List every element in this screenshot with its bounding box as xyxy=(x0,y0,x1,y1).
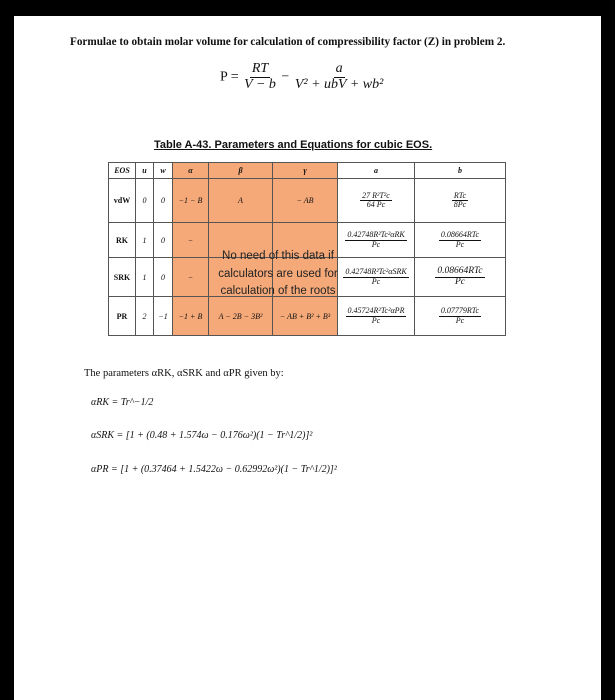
page-heading: Formulae to obtain molar volume for calculation of compressibility factor (Z) in problem 2. xyxy=(70,36,506,48)
highlight-note: No need of this data if calculators are used for calculation of the roots xyxy=(218,250,338,297)
header-eos: EOS xyxy=(109,163,136,179)
alpha-srk-formula: αSRK = [1 + (0.48 + 1.574ω − 0.176ω²)(1 − Tr^1/2)]² xyxy=(91,430,313,441)
table-row: PR 2 −1 −1 + B A − 2B − 3B² − AB + B² + B³ $\frac{\text{0.45724R²Tc²αPR}}{Pc}$ $\frac{\text{0.07779RTc}}{Pc}$ xyxy=(109,297,506,336)
table-header-row xyxy=(109,163,506,179)
cubic-eos-equation: P = $\frac{RT}{V - b}$ − $\frac{a}{\text{V² + ubV + wb²}}$ xyxy=(220,61,384,92)
header-alpha: α xyxy=(173,163,209,179)
header-beta: β xyxy=(209,163,273,179)
document-page xyxy=(14,16,601,700)
header-w: w xyxy=(154,163,173,179)
parameters-text: The parameters αRK, αSRK and αPR given by: xyxy=(84,368,284,379)
table-caption: Table A-43. Parameters and Equations for cubic EOS. xyxy=(154,139,433,151)
header-gamma: γ xyxy=(273,163,338,179)
table-row: RK 1 0 − $\frac{\text{0.42748R²Tc²αRK}}{Pc}$ $\frac{\text{0.08664RTc}}{Pc}$ xyxy=(109,223,506,258)
table-row: vdW 0 0 −1 − B A − AB $\frac{\text{27 R²T²c}}{64 Pc}$ $\frac{\text{RTc}}{8Pc}$ xyxy=(109,179,506,223)
header-a: a xyxy=(338,163,415,179)
header-b: b xyxy=(415,163,506,179)
alpha-rk-formula: αRK = Tr^−1/2 xyxy=(91,397,154,408)
alpha-pr-formula: αPR = [1 + (0.37464 + 1.5422ω − 0.62992ω²)(1 − Tr^1/2)]² xyxy=(91,464,337,475)
header-u: u xyxy=(136,163,154,179)
table-row: SRK 1 0 − $\frac{\text{0.42748R²Tc²αSRK}}{Pc}$ $\frac{\text{0.08664RTc}}{Pc}$ xyxy=(109,258,506,297)
